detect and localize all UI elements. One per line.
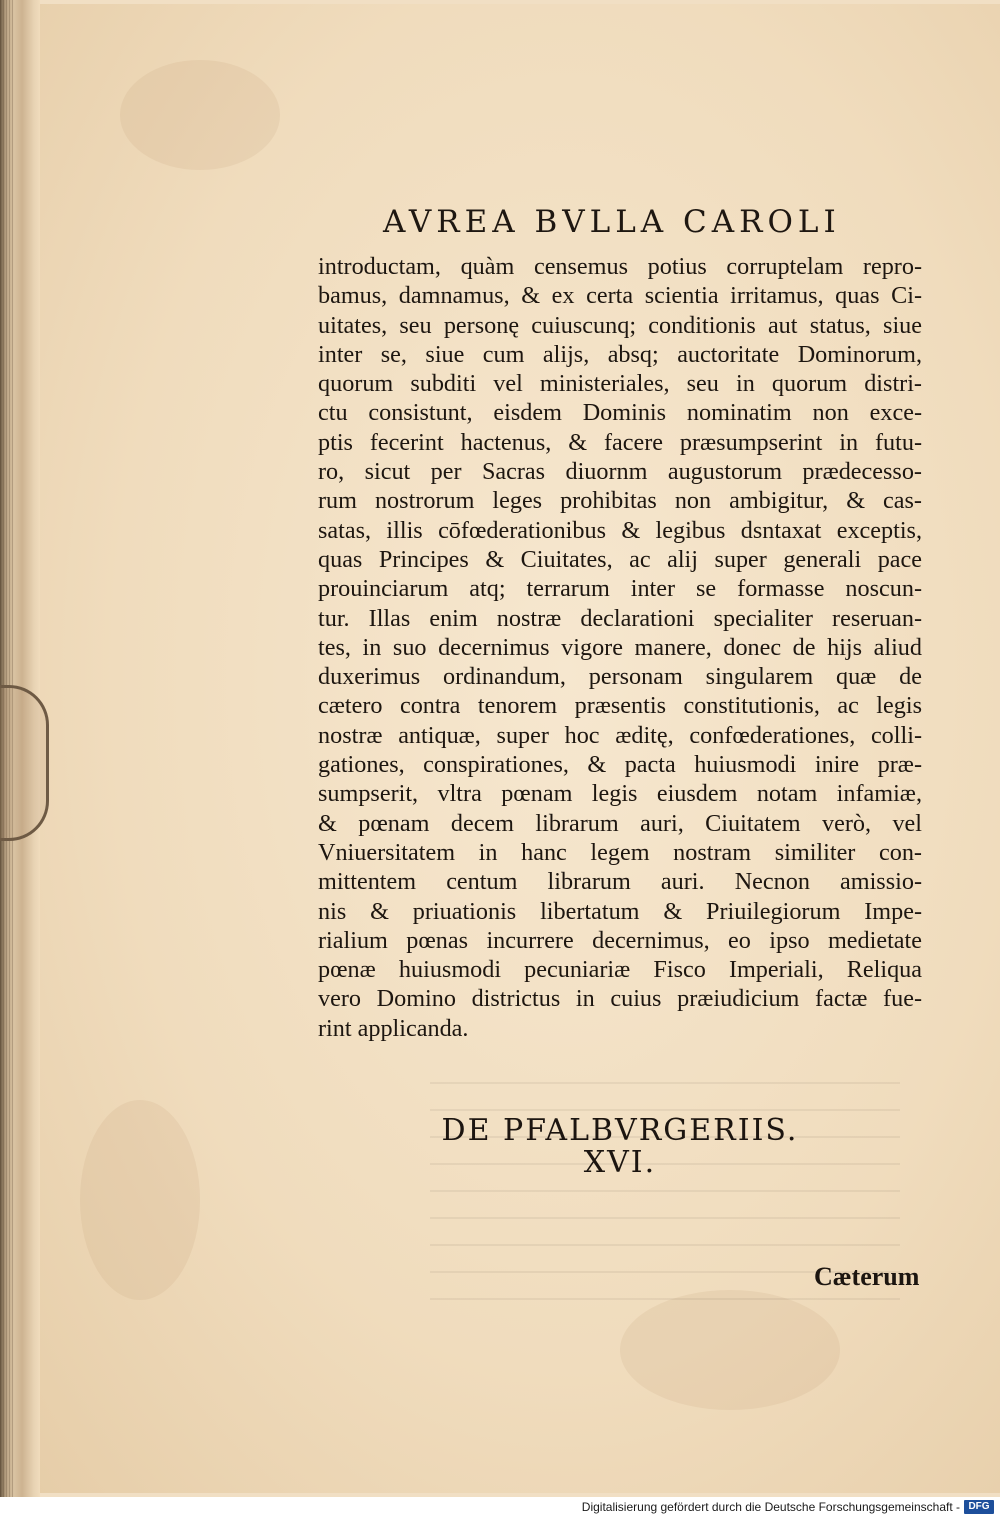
text-line: rum nostrorum leges prohibitas non ambigitur, & cas- [318, 487, 922, 515]
text-line: ro, sicut per Sacras diuornm augustorum prædecesso- [318, 458, 922, 486]
catchword: Cæterum [814, 1262, 920, 1291]
text-line: ptis fecerint hactenus, & facere præsumpserint in futu- [318, 428, 922, 456]
text-line: bamus, damnamus, & ex certa scientia irritamus, quas Ci- [318, 282, 922, 310]
text-line: inter se, siue cum alijs, absq; auctoritate Dominorum, [318, 340, 922, 368]
text-line: mittentem centum librarum auri. Necnon amissio- [318, 868, 922, 896]
text-line: prouinciarum atq; terrarum inter se formasse noscun- [318, 575, 922, 603]
text-line: quorum subditi vel ministeriales, seu in quorum distri- [318, 370, 922, 398]
text-line: quas Principes & Ciuitates, ac alij super generali pace [318, 545, 922, 573]
text-line: ctu consistunt, eisdem Dominis nominatim non exce- [318, 399, 922, 427]
text-line: pœnæ huiusmodi pecuniariæ Fisco Imperiali, Reliqua [318, 956, 922, 984]
text-line: vero Domino districtus in cuius præiudicium factæ fue- [318, 985, 922, 1013]
text-line: introductam, quàm censemus potius corruptelam repro- [318, 253, 922, 280]
text-line: satas, illis cōfœderationibus & legibus dsntaxat exceptis, [318, 516, 922, 544]
footer-credit: Digitalisierung gefördert durch die Deutsche Forschungsgemeinschaft - [581, 1500, 960, 1514]
section-number: XVI. [583, 1145, 657, 1180]
text-line: cætero contra tenorem præsentis constitutionis, ac legis [318, 692, 922, 720]
text-line: tes, in suo decernimus vigore manere, donec de hijs aliud [318, 633, 922, 661]
body-text [318, 252, 922, 1043]
text-line: rint applicanda. [318, 1014, 469, 1042]
text-line: gationes, conspirationes, & pacta huiusmodi inire præ- [318, 751, 922, 779]
text-line: duxerimus ordinandum, personam singularem quæ de [318, 663, 922, 691]
text-line: Vniuersitatem in hanc legem nostram similiter con- [318, 838, 922, 866]
book-clasp [0, 685, 49, 841]
text-line: rialium pœnas incurrere decernimus, eo ipso medietate [318, 926, 922, 954]
paper-stain [80, 1100, 200, 1300]
text-line: uitates, seu personę cuiuscunq; conditionis aut status, siue [318, 311, 922, 339]
text-line: sumpserit, vltra pœnam legis eiusdem notam infamiæ, [318, 780, 922, 808]
text-line: tur. Illas enim nostræ declarationi specialiter reseruan- [318, 604, 922, 632]
text-line: & pœnam decem librarum auri, Ciuitatem verò, vel [318, 809, 922, 837]
text-line: nostræ antiquæ, super hoc æditę, confœderationes, colli- [318, 721, 922, 749]
paper-stain [620, 1290, 840, 1410]
section-heading: DE PFALBVRGERIIS. [441, 1113, 799, 1148]
dfg-logo: DFG [964, 1500, 994, 1514]
paper-stain [120, 60, 280, 170]
text-line: nis & priuationis libertatum & Priuilegiorum Impe- [318, 897, 922, 925]
footer-bar [0, 1497, 1000, 1519]
running-head: AVREA BVLLA CAROLI [383, 204, 841, 240]
